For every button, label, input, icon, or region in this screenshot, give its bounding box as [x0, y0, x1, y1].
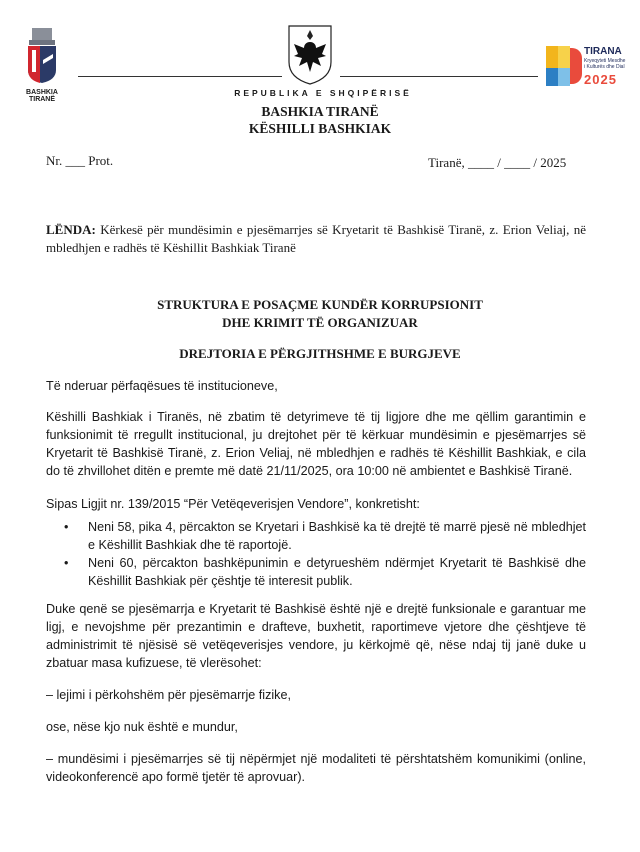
castle-shield-icon — [24, 26, 60, 84]
list-item: • Neni 60, përcakton bashkëpunimin e detyrueshëm ndërmjet Kryetarit të Bashkisë dhe Këshillit Bashkiak për çështje të interesit publik. — [46, 554, 586, 590]
option-or: ose, nëse kjo nuk është e mundur, — [46, 720, 238, 734]
subject — [46, 221, 586, 257]
greeting: Të nderuar përfaqësues të institucioneve, — [46, 379, 278, 393]
institution-heading: BASHKIA TIRANË — [261, 104, 379, 119]
republic-heading: REPUBLIKA E SHQIPËRISË — [234, 88, 412, 98]
law-articles-list — [46, 518, 586, 590]
logo-text: BASHKIA — [26, 89, 58, 96]
list-item: • Neni 58, pika 4, përcakton se Kryetari i Bashkisë ka të drejtë të marrë pjesë në mbledhjet e Këshillit Bashkiak dhe të raportojë. — [46, 518, 586, 554]
logo-text: TIRANË — [28, 96, 56, 103]
subject-label: LËNDA: — [46, 222, 96, 237]
albanian-coat-of-arms-icon — [287, 24, 333, 86]
paragraph-2: Sipas Ligjit nr. 139/2015 “Për Vetëqeverisjen Vendore”, konkretisht: — [46, 497, 420, 511]
header-rule-left — [78, 76, 282, 77]
paragraph-3: Duke qenë se pjesëmarrja e Kryetarit të Bashkisë është një e drejtë funksionale e garantuar me ligj, e nevojshme për prezantimin e drafteve, buxhetit, raportimeve vjetore dhe çështjeve të administrimit të njësisë së vetëqeverisjes vendore, ju kërkojmë që, nëse ndaj tij janë duke u zbatuar masa kufizuese, të vlerësohet: — [46, 602, 586, 670]
council-heading: KËSHILLI BASHKIAK — [248, 121, 392, 136]
option-2: – mundësimi i pjesëmarrjes së tij nëpërmjet një modaliteti të përshtatshëm komunikimi (online, videokonferencë apo formë tjetër të aprovuar). — [46, 752, 586, 784]
recipient-1: STRUKTURA E POSAÇME KUNDËR KORRUPSIONIT DHE KRIMIT TË ORGANIZUAR — [157, 297, 483, 330]
paragraph-1: Këshilli Bashkiak i Tiranës, në zbatim të detyrimeve të tij ligjore dhe me qëllim garantimin e funksionimit të rregullt institucional, ju drejtohet për të kërkuar mundësimin e pjesëmarrjes së Kryetarit të Bashkisë Tiranë, z. Erion Veliaj, në mbledhjen e radhës të Këshillit Bashkiak, e cila do të zhvillohet ditën e premte më datë 21/11/2025, ora 10:00 në ambientet e Bashkisë Tiranë. — [46, 410, 586, 478]
protocol-number: Nr. ___ Prot. — [46, 153, 114, 168]
option-1: – lejimi i përkohshëm për pjesëmarrje fizike, — [46, 688, 291, 702]
tirana-2025-logo: TIRANA Kryeqyteti Mesdhe i Kulturës dhe Dial 2025 — [546, 46, 640, 94]
recipient-2: DREJTORIA E PËRGJITHSHME E BURGJEVE — [179, 346, 461, 361]
place-date: Tiranë, ____ / ____ / 2025 — [428, 155, 567, 170]
header-rule-right — [340, 76, 538, 77]
subject-text: Kërkesë për mundësimin e pjesëmarrjes së Kryetarit të Bashkisë Tiranë, z. Erion Veliaj, në mbledhjen e radhës të Këshillit Bashkiak Tiranë — [46, 222, 586, 255]
